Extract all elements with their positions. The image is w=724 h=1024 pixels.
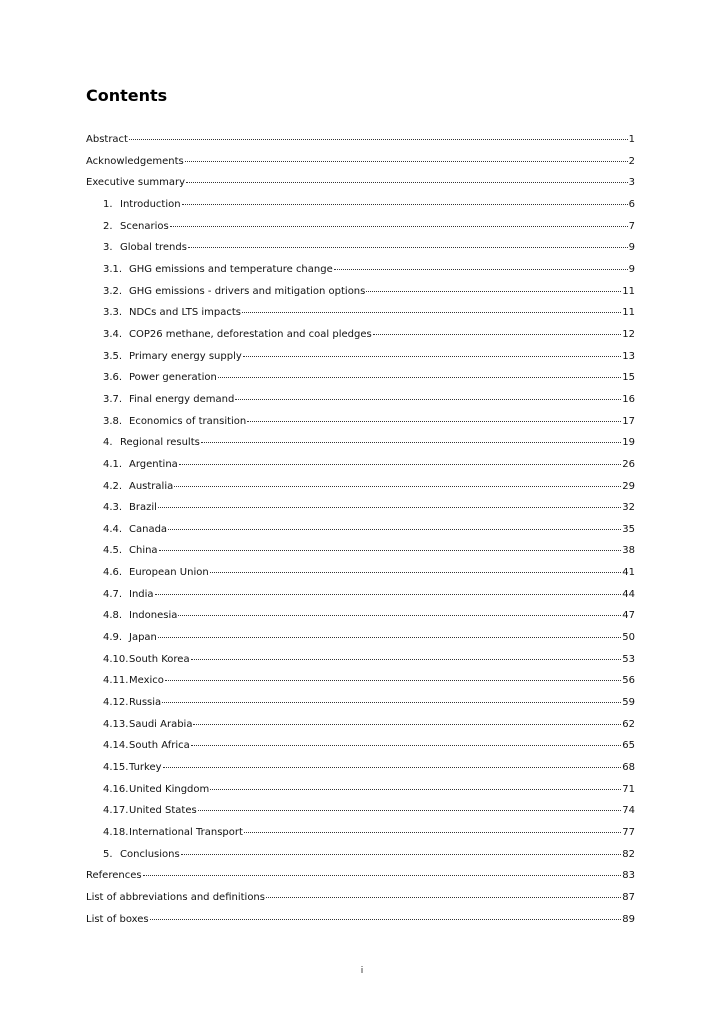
toc-entry-label: Power generation [129,372,217,384]
toc-entry-label: References [86,870,142,882]
toc-entry[interactable] [86,739,635,761]
dot-leader [210,789,621,790]
dot-leader [185,161,628,162]
page-number: i [360,966,364,976]
toc-entry-number: 3.8. [103,415,123,427]
dot-leader [242,312,621,313]
toc-entry-number: 4.15. [103,762,129,774]
toc-entry[interactable] [86,220,635,242]
dot-leader [174,486,621,487]
toc-entry-label: South Korea [129,653,190,665]
toc-entry-label: Final energy demand [129,393,235,405]
toc-entry-number: 2. [103,220,113,232]
toc-entry-label: GHG emissions - drivers and mitigation options [129,285,366,297]
toc-entry-label: Japan [129,632,157,644]
toc-entry-number: 3.7. [103,393,123,405]
toc-entry-number: 5. [103,848,113,860]
toc-entry-number: 4.12. [103,697,129,709]
toc-entry[interactable] [86,306,635,328]
toc-entry-label: Argentina [129,458,178,470]
toc-entry-page: 89 [622,913,635,925]
toc-entry-page: 77 [622,827,635,838]
toc-entry[interactable] [86,696,635,718]
toc-entry[interactable] [86,458,635,480]
toc-entry-number: 4.5. [103,545,123,557]
toc-entry-page: 87 [622,891,635,903]
toc-entry-label: Executive summary [86,177,186,189]
toc-entry[interactable] [86,653,635,675]
dot-leader [191,745,622,746]
toc-entry[interactable] [86,826,635,848]
toc-entry-label: Indonesia [129,610,178,622]
toc-entry-label: NDCs and LTS impacts [129,307,241,319]
toc-entry-page: 74 [622,805,635,817]
toc-entry-number: 4.11. [103,675,129,687]
dot-leader [193,724,621,725]
toc-entry[interactable] [86,501,635,523]
table-of-contents [86,133,635,934]
toc-entry-page: 65 [622,740,635,752]
page-title: Contents [86,86,168,105]
toc-entry[interactable] [86,155,635,177]
toc-entry-label: China [129,545,158,557]
toc-entry-number: 4.6. [103,567,123,579]
toc-entry-label: Regional results [120,437,200,449]
toc-entry[interactable] [86,285,635,307]
toc-entry-number: 3.1. [103,263,123,275]
toc-entry[interactable] [86,631,635,653]
toc-entry-label: United Kingdom [129,783,210,795]
dot-leader [155,594,622,595]
toc-entry-page: 26 [622,458,635,470]
toc-entry-number: 3.2. [103,285,123,297]
toc-entry[interactable] [86,783,635,805]
dot-leader [235,399,621,400]
toc-entry-label: Primary energy supply [129,350,242,362]
toc-entry[interactable] [86,891,635,913]
toc-entry-page: 11 [622,307,635,319]
toc-entry-page: 1 [628,134,635,145]
dot-leader [366,291,621,292]
toc-entry[interactable] [86,371,635,393]
dot-leader [334,269,628,270]
toc-entry-number: 4.2. [103,480,123,492]
toc-entry-label: Turkey [129,762,162,774]
toc-entry-label: List of boxes [86,913,149,925]
toc-entry-page: 6 [628,198,635,210]
dot-leader [162,702,621,703]
toc-entry[interactable] [86,350,635,372]
dot-leader [201,442,621,443]
toc-entry-number: 4.16. [103,783,129,795]
dot-leader [165,680,621,681]
toc-entry-page: 19 [622,437,635,449]
dot-leader [168,529,621,530]
toc-entry-page: 62 [622,718,635,730]
toc-entry-label: India [129,588,154,600]
toc-entry-page: 44 [622,588,635,600]
toc-entry-page: 53 [622,653,635,665]
toc-entry[interactable] [86,761,635,783]
toc-entry-page: 17 [622,415,635,427]
toc-entry[interactable] [86,393,635,415]
toc-entry-page: 11 [622,285,635,297]
toc-entry-page: 35 [622,523,635,535]
toc-entry-page: 38 [622,545,635,557]
toc-entry-label: Russia [129,697,162,709]
toc-entry[interactable] [86,804,635,826]
toc-entry-page: 50 [622,632,635,644]
toc-entry[interactable] [86,328,635,350]
toc-entry-label: Scenarios [120,220,169,232]
toc-entry-number: 4.1. [103,458,123,470]
toc-entry[interactable] [86,913,635,935]
toc-entry[interactable] [86,198,635,220]
dot-leader [198,810,622,811]
dot-leader [158,637,621,638]
dot-leader [247,421,621,422]
dot-leader [182,204,628,205]
dot-leader [191,659,622,660]
toc-entry-label: International Transport [129,827,243,838]
dot-leader [170,226,628,227]
dot-leader [163,767,622,768]
toc-entry-label: Mexico [129,675,164,687]
toc-entry[interactable] [86,869,635,891]
toc-entry-label: COP26 methane, deforestation and coal pledges [129,328,372,340]
dot-leader [186,182,628,183]
toc-entry-page: 59 [622,697,635,709]
dot-leader [243,356,621,357]
toc-entry-number: 4.3. [103,502,123,514]
dot-leader [218,377,621,378]
toc-entry[interactable] [86,241,635,263]
toc-entry-label: List of abbreviations and definitions [86,891,265,903]
toc-entry-label: Economics of transition [129,415,247,427]
toc-entry-label: Abstract [86,134,128,145]
toc-entry-page: 82 [622,848,635,860]
toc-entry-number: 1. [103,198,113,210]
toc-entry-number: 4.17. [103,805,129,817]
toc-entry-number: 4.10. [103,653,129,665]
dot-leader [244,832,621,833]
toc-entry[interactable] [86,718,635,740]
toc-entry-page: 56 [622,675,635,687]
toc-entry-page: 12 [622,328,635,340]
toc-entry-label: Canada [129,523,168,535]
dot-leader [178,615,621,616]
toc-entry-label: Global trends [120,242,187,254]
toc-entry-label: South Africa [129,740,190,752]
dot-leader [210,572,622,573]
toc-entry[interactable] [86,523,635,545]
toc-entry-page: 32 [622,502,635,514]
toc-entry[interactable] [86,674,635,696]
toc-entry-page: 7 [628,220,635,232]
dot-leader [373,334,622,335]
toc-entry-number: 3.6. [103,372,123,384]
dot-leader [143,875,622,876]
toc-entry[interactable] [86,436,635,458]
toc-entry-number: 3. [103,242,113,254]
dot-leader [266,897,621,898]
toc-entry[interactable] [86,415,635,437]
toc-entry-number: 4.14. [103,740,129,752]
toc-entry-number: 4.7. [103,588,123,600]
toc-entry[interactable] [86,566,635,588]
toc-entry-page: 3 [628,177,635,189]
toc-entry-number: 3.5. [103,350,123,362]
dot-leader [179,464,621,465]
toc-entry[interactable] [86,848,635,870]
toc-entry-label: GHG emissions and temperature change [129,263,333,275]
dot-leader [150,919,622,920]
toc-entry-label: European Union [129,567,209,579]
dot-leader [188,247,628,248]
toc-entry-page: 29 [622,480,635,492]
toc-entry-number: 3.4. [103,328,123,340]
toc-entry-page: 68 [622,762,635,774]
toc-entry-label: Introduction [120,198,181,210]
toc-entry-page: 83 [622,870,635,882]
toc-entry-number: 4.18. [103,827,129,838]
toc-entry-page: 2 [628,155,635,167]
toc-entry[interactable] [86,588,635,610]
toc-entry-number: 4. [103,437,113,449]
toc-entry-label: Brazil [129,502,157,514]
toc-entry[interactable] [86,133,635,155]
toc-entry[interactable] [86,480,635,502]
toc-entry-label: Acknowledgements [86,155,184,167]
toc-entry-page: 16 [622,393,635,405]
toc-entry[interactable] [86,176,635,198]
toc-entry-page: 41 [622,567,635,579]
dot-leader [181,854,622,855]
toc-entry-number: 4.4. [103,523,123,535]
toc-entry-page: 9 [628,263,635,275]
toc-entry[interactable] [86,263,635,285]
toc-entry-number: 4.8. [103,610,123,622]
toc-entry-label: Australia [129,480,174,492]
toc-entry[interactable] [86,609,635,631]
toc-entry[interactable] [86,544,635,566]
toc-entry-number: 3.3. [103,307,123,319]
toc-entry-page: 47 [622,610,635,622]
toc-entry-page: 15 [622,372,635,384]
dot-leader [159,550,622,551]
dot-leader [129,139,628,140]
toc-entry-number: 4.9. [103,632,123,644]
toc-entry-page: 9 [628,242,635,254]
toc-entry-label: Saudi Arabia [129,718,193,730]
toc-entry-number: 4.13. [103,718,129,730]
toc-entry-label: Conclusions [120,848,180,860]
toc-entry-page: 13 [622,350,635,362]
toc-entry-label: United States [129,805,197,817]
dot-leader [158,507,621,508]
toc-entry-page: 71 [622,783,635,795]
